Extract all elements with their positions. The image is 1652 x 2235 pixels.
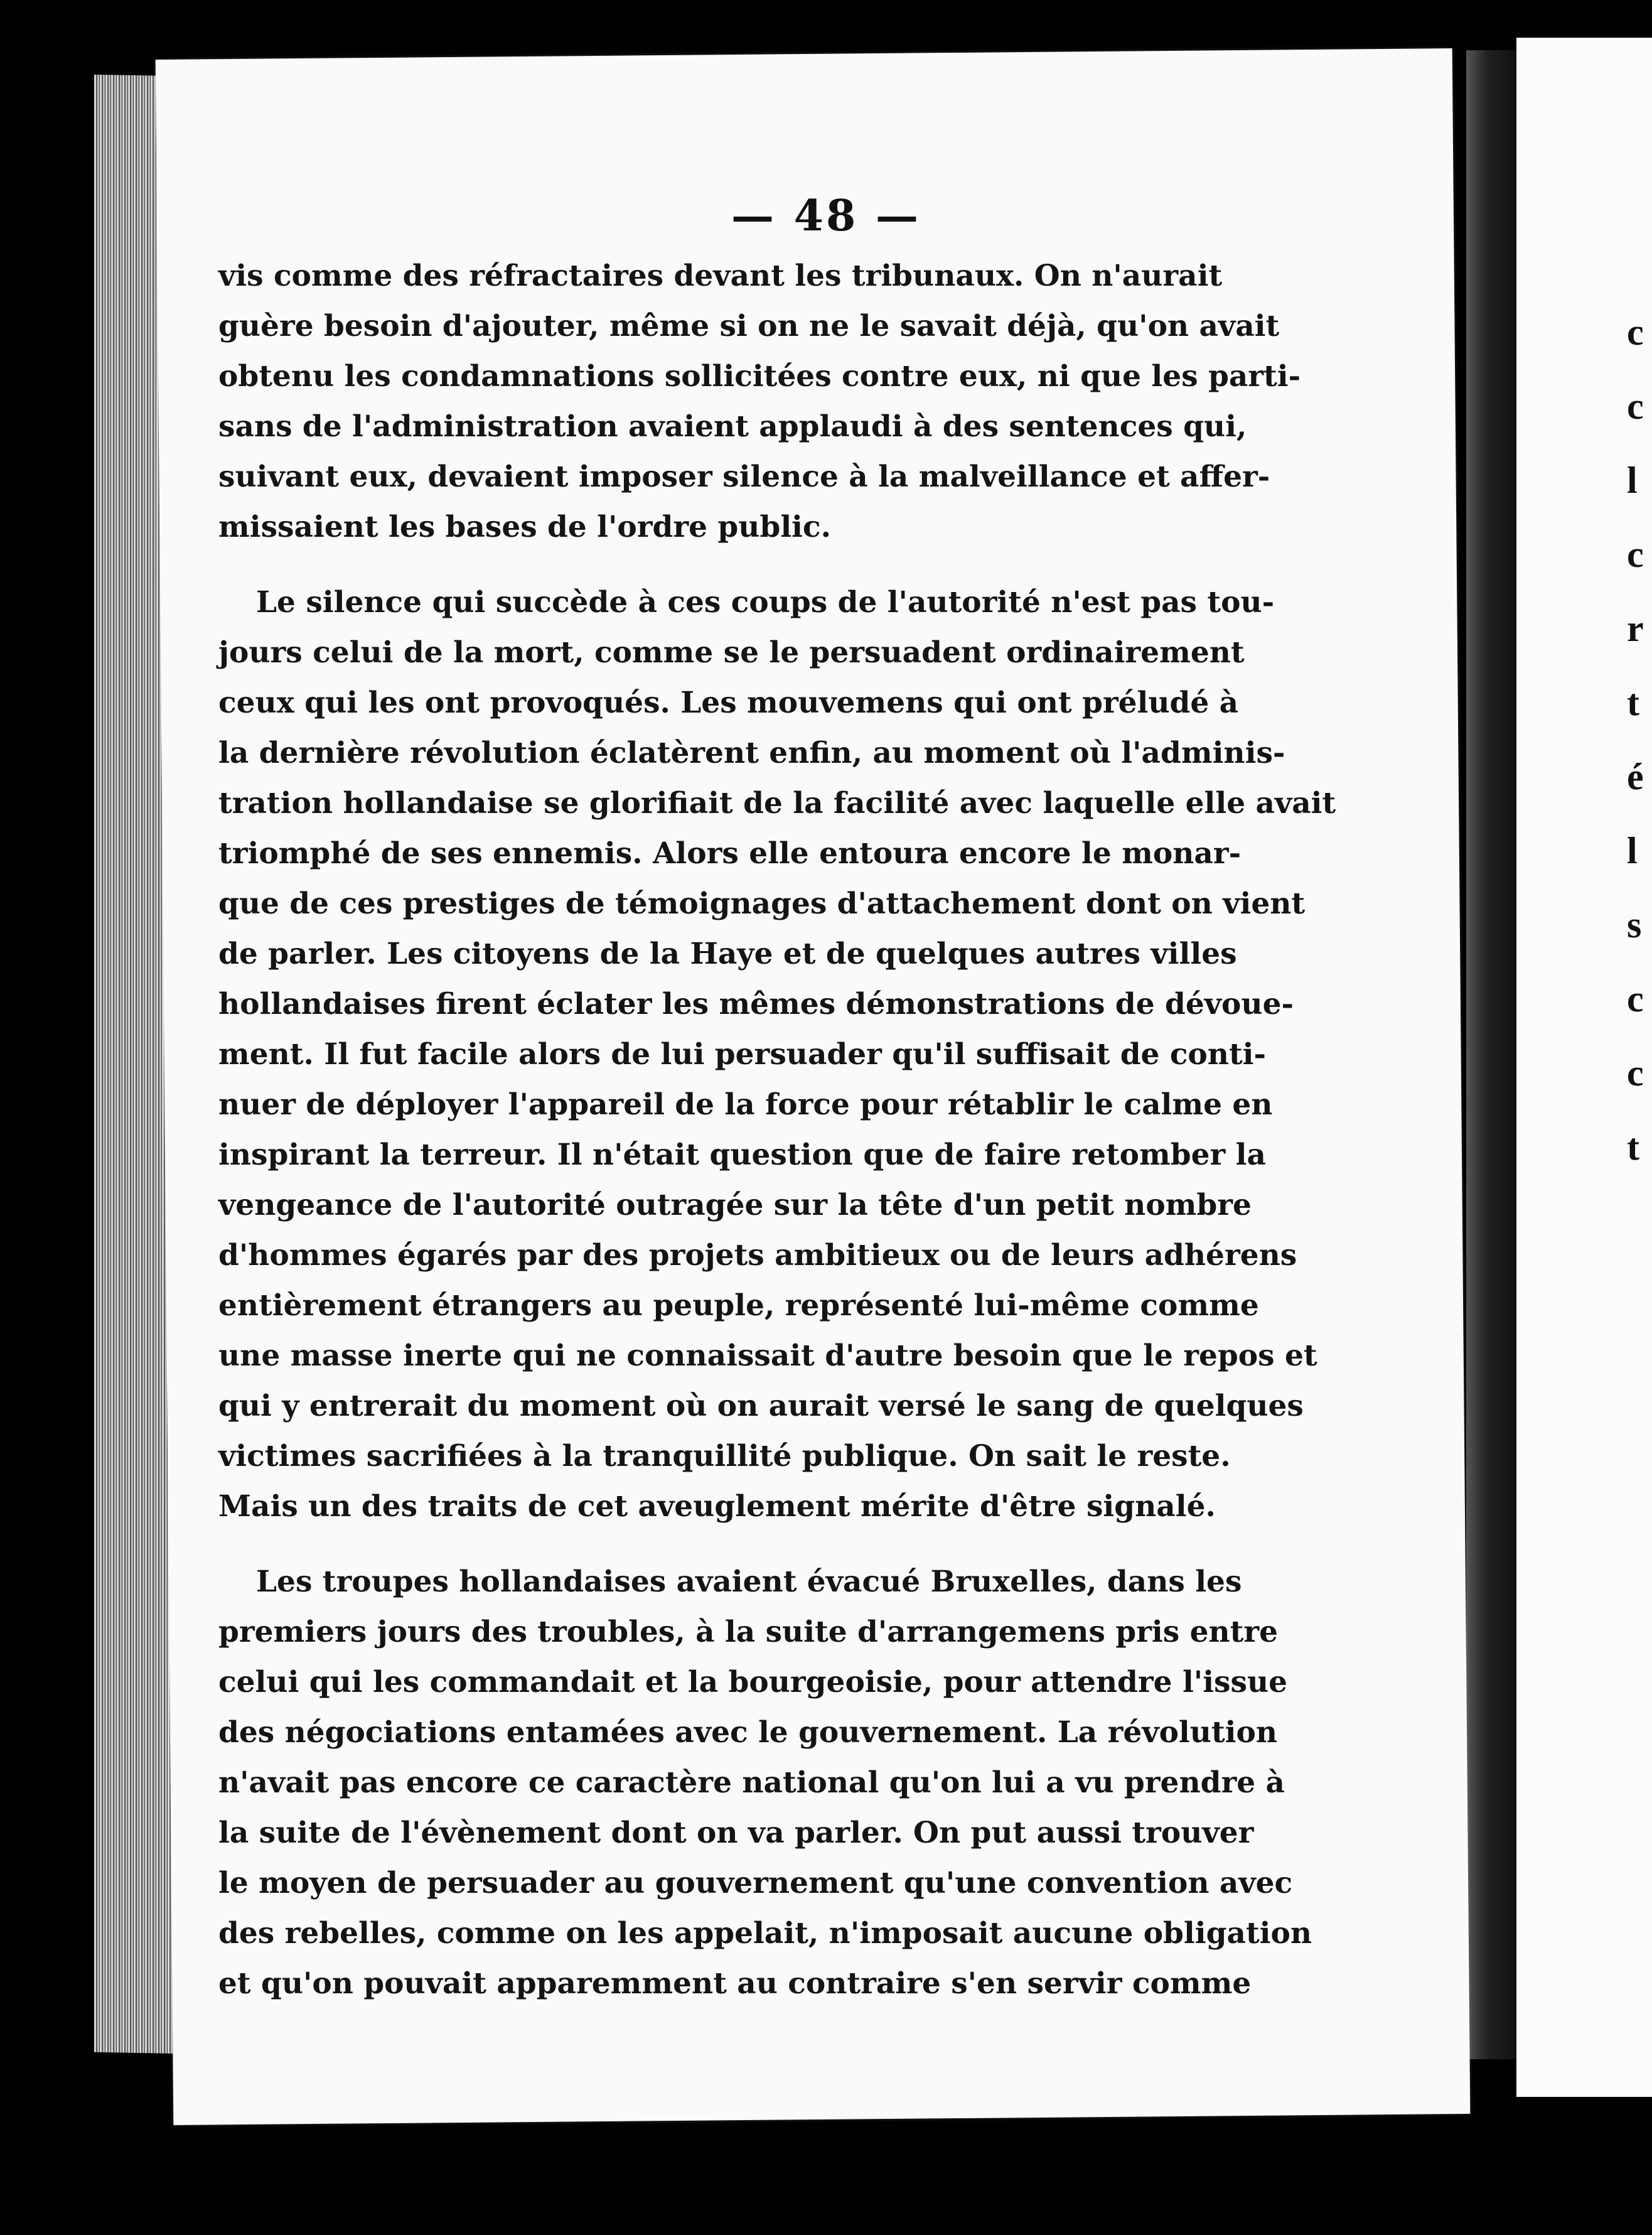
text-line: d'hommes égarés par des projets ambitieux ou de leurs adhérens (218, 1238, 1297, 1273)
paragraph (218, 578, 1336, 1532)
text-line: sans de l'administration avaient applaudi à des sentences qui, (218, 409, 1247, 444)
text-line: premiers jours des troubles, à la suite d'arrangemens pris entre (218, 1615, 1279, 1649)
next-page-letter: c (1627, 311, 1644, 353)
page-number: — 48 — (731, 191, 921, 241)
text-line: de parler. Les citoyens de la Haye et de quelques autres villes (218, 937, 1237, 971)
text-line: qui y entrerait du moment où on aurait versé le sang de quelques (218, 1389, 1304, 1423)
next-page-letter: t (1627, 1126, 1639, 1168)
text-line: hollandaises firent éclater les mêmes démonstrations de dévoue- (218, 987, 1294, 1021)
paragraph (218, 1557, 1312, 2009)
text-line: une masse inerte qui ne connaissait d'autre besoin que le repos et (218, 1338, 1317, 1373)
text-line: Les troupes hollandaises avaient évacué Bruxelles, dans les (256, 1564, 1242, 1599)
text-line: n'avait pas encore ce caractère national qu'on lui a vu prendre à (218, 1765, 1285, 1800)
text-line: la suite de l'évènement dont on va parler. On put aussi trouver (218, 1816, 1254, 1850)
text-line: tration hollandaise se glorifiait de la facilité avec laquelle elle avait (218, 786, 1336, 821)
text-line: suivant eux, devaient imposer silence à la malveillance et affer- (218, 460, 1270, 494)
text-line: des négociations entamées avec le gouvernement. La révolution (218, 1715, 1278, 1750)
next-page-letter: c (1627, 978, 1644, 1020)
text-line: ceux qui les ont provoqués. Les mouvemens qui ont préludé à (218, 686, 1239, 720)
next-page-letters (1627, 295, 1652, 1551)
text-line: obtenu les condamnations sollicitées contre eux, ni que les parti- (218, 359, 1301, 394)
next-page-letter: r (1627, 608, 1644, 649)
next-page-letter: t (1627, 682, 1639, 723)
text-line: vis comme des réfractaires devant les tribunaux. On n'aurait (218, 259, 1223, 293)
next-page-letter: s (1627, 904, 1642, 945)
next-page-letter: l (1627, 830, 1638, 871)
next-page-letter: c (1627, 385, 1644, 427)
paragraph (218, 251, 1301, 552)
text-line: celui qui les commandait et la bourgeoisie, pour attendre l'issue (218, 1665, 1288, 1699)
text-line: des rebelles, comme on les appelait, n'imposait aucune obligation (218, 1916, 1312, 1951)
text-line: triomphé de ses ennemis. Alors elle entoura encore le monar- (218, 836, 1242, 871)
text-line: vengeance de l'autorité outragée sur la tête d'un petit nombre (218, 1188, 1252, 1222)
text-line: que de ces prestiges de témoignages d'attachement dont on vient (218, 886, 1306, 921)
text-line: jours celui de la mort, comme se le persuadent ordinairement (218, 635, 1245, 670)
text-line: ment. Il fut facile alors de lui persuader qu'il suffisait de conti- (218, 1037, 1267, 1072)
book-binding (1466, 50, 1516, 2059)
next-page-letter: é (1627, 756, 1644, 797)
text-line: entièrement étrangers au peuple, représenté lui-même comme (218, 1288, 1259, 1323)
text-line: la dernière révolution éclatèrent enfin, au moment où l'adminis- (218, 736, 1285, 770)
text-line: nuer de déployer l'appareil de la force pour rétablir le calme en (218, 1087, 1273, 1122)
page-text (218, 251, 1336, 2009)
text-line: victimes sacrifiées à la tranquillité publique. On sait le reste. (218, 1439, 1231, 1473)
text-line: missaient les bases de l'ordre public. (218, 510, 832, 544)
paragraph-gap (218, 1532, 1160, 1557)
text-line: le moyen de persuader au gouvernement qu'une convention avec (218, 1866, 1293, 1900)
text-line: guère besoin d'ajouter, même si on ne le savait déjà, qu'on avait (218, 309, 1280, 343)
text-line: et qu'on pouvait apparemment au contraire s'en servir comme (218, 1966, 1252, 2001)
text-line: Mais un des traits de cet aveuglement mérite d'être signalé. (218, 1489, 1216, 1524)
paragraph-gap (218, 552, 1160, 578)
next-page-letter: l (1627, 460, 1638, 501)
next-page-letter: c (1627, 1052, 1644, 1094)
text-line: inspirant la terreur. Il n'était question que de faire retomber la (218, 1138, 1266, 1172)
next-page-letter: c (1627, 534, 1644, 575)
text-line: Le silence qui succède à ces coups de l'autorité n'est pas tou- (256, 585, 1275, 620)
